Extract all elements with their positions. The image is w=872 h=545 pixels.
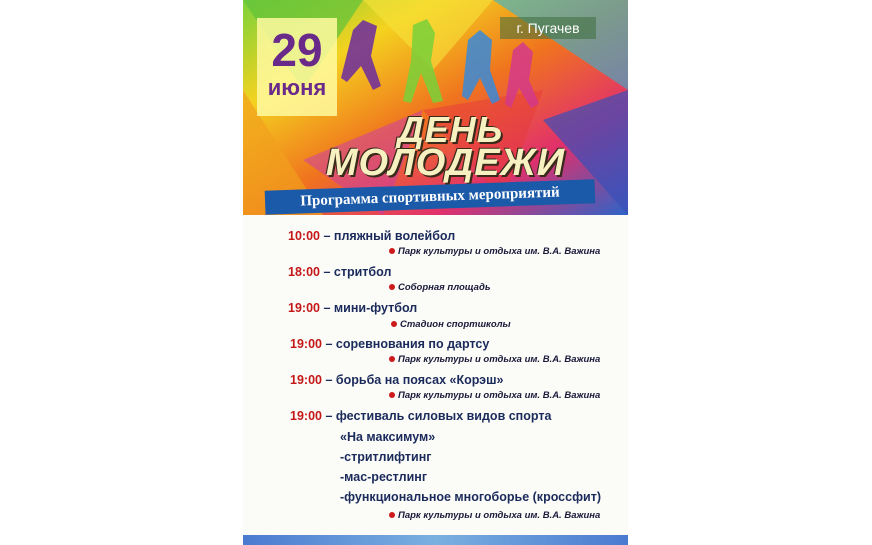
event-place: [391, 319, 628, 331]
event-place: [389, 390, 628, 402]
event-place: [389, 510, 628, 522]
event-row: 19:00 – мини-футбол: [288, 301, 418, 315]
bottom-stripe: [243, 535, 628, 545]
date-month: июня: [267, 75, 327, 100]
event-row: 10:00 – пляжный волейбол: [288, 229, 456, 243]
event-name: мини-футбол: [333, 301, 418, 315]
event-place-text: Стадион спортшколы: [400, 319, 511, 330]
date-badge: [257, 18, 337, 116]
event-time: 19:00: [290, 337, 322, 351]
event-name: борьба на поясах «Корэш»: [335, 373, 504, 387]
event-time: 10:00: [288, 229, 320, 243]
poster-header: [243, 0, 628, 215]
location-pin-icon: [389, 512, 395, 518]
event-name: фестиваль силовых видов спорта: [335, 409, 552, 423]
location-pin-icon: [389, 248, 395, 254]
event-time: 19:00: [290, 373, 322, 387]
event-place: [389, 354, 628, 366]
title-line2: МОЛОДЕЖИ: [325, 142, 566, 184]
event-row: 19:00 – борьба на поясах «Корэш»: [290, 373, 504, 387]
event-place-text: Парк культуры и отдыха им. В.А. Важина: [398, 246, 601, 257]
location-pin-icon: [391, 321, 397, 327]
event-time: 19:00: [288, 301, 320, 315]
program-list: [243, 222, 628, 532]
event-time: 19:00: [290, 409, 322, 423]
festival-detail: -стритлифтинг: [340, 450, 432, 464]
event-row: 18:00 – стритбол: [288, 265, 392, 279]
event-poster: [243, 0, 628, 545]
festival-detail: -мас-рестлинг: [340, 470, 428, 484]
event-name: пляжный волейбол: [333, 229, 456, 243]
event-place-text: Парк культуры и отдыха им. В.А. Важина: [398, 390, 601, 401]
event-name: соревнования по дартсу: [335, 337, 490, 351]
event-place-text: Парк культуры и отдыха им. В.А. Важина: [398, 510, 601, 521]
event-place: [389, 246, 628, 258]
location-pin-icon: [389, 392, 395, 398]
event-name: стритбол: [333, 265, 392, 279]
event-place-text: Парк культуры и отдыха им. В.А. Важина: [398, 354, 601, 365]
event-row: 19:00 – фестиваль силовых видов спорта: [290, 409, 552, 423]
event-time: 18:00: [288, 265, 320, 279]
festival-detail: «На максимум»: [340, 430, 436, 444]
event-place: [389, 282, 628, 294]
date-day: 29: [271, 24, 323, 76]
festival-detail: -функциональное многоборье (кроссфит): [340, 490, 601, 504]
title-line1: ДЕНЬ: [397, 109, 504, 150]
program-ribbon: Программа спортивных мероприятий: [265, 179, 596, 215]
location-pin-icon: [389, 356, 395, 362]
location-pin-icon: [389, 284, 395, 290]
city-label: г. Пугачев: [500, 17, 596, 39]
event-place-text: Соборная площадь: [398, 282, 491, 293]
event-row: 19:00 – соревнования по дартсу: [290, 337, 490, 351]
